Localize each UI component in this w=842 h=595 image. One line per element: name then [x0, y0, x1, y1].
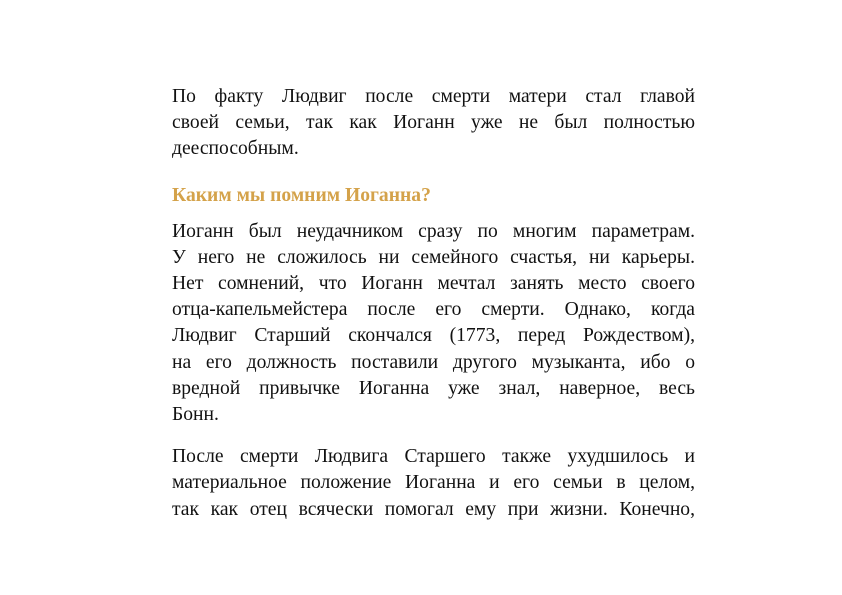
text-line: на его должность поставили другого музыканта, ибо о: [172, 351, 695, 373]
text-line: материальное положение Иоганна и его семьи в целом,: [172, 472, 695, 494]
text-line: отца-капельмейстера после его смерти. Однако, когда: [172, 299, 695, 321]
text-line: своей семьи, так как Иоганн уже не был полностью: [172, 112, 695, 134]
text-line: вредной привычке Иоганна уже знал, наверное, весь: [172, 377, 695, 399]
text-line: Бонн.: [172, 404, 219, 426]
paragraph-3: [172, 444, 695, 523]
text-line: дееспособным.: [172, 138, 299, 160]
paragraph-2: [172, 219, 695, 429]
paragraph-1: [172, 84, 695, 163]
text-body: [172, 84, 695, 523]
text-line: Людвиг Старший скончался (1773, перед Рождеством),: [172, 325, 695, 347]
text-line: По факту Людвиг после смерти матери стал главой: [172, 86, 695, 107]
section-heading: Каким мы помним Иоганна?: [172, 184, 431, 206]
text-line: Нет сомнений, что Иоганн мечтал занять место своего: [172, 273, 695, 295]
text-line: У него не сложилось ни семейного счастья, ни карьеры.: [172, 246, 695, 268]
text-line: Иоганн был неудачником сразу по многим параметрам.: [172, 220, 695, 242]
text-line: После смерти Людвига Старшего также ухудшилось и: [172, 446, 695, 468]
text-line: так как отец всячески помогал ему при жизни. Конечно,: [172, 498, 695, 520]
